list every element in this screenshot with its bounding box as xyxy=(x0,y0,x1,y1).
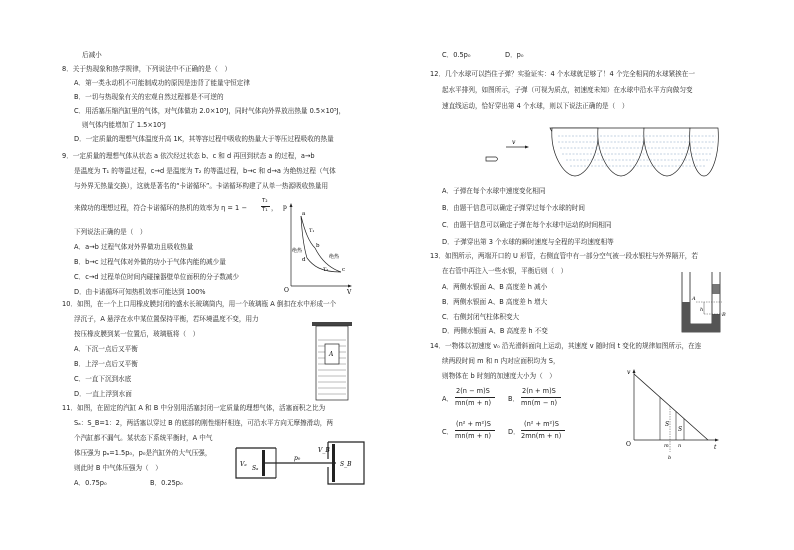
q14-option-c-bar xyxy=(455,430,495,431)
q14-option-c-label: C． xyxy=(442,428,454,436)
time-b-label: b xyxy=(668,455,672,461)
q13-option-a: A．两侧水银面 A、B 高度差 h 减小 xyxy=(442,283,548,291)
q14-option-d-den: 2mn(m + n) xyxy=(521,432,562,440)
q14-option-d-label: D． xyxy=(508,428,520,436)
q14-line2: 续两段时间 m 和 n 内对应面积均为 S， xyxy=(442,357,560,365)
q10-line1: 10．如图，在一个上口用橡皮膜封闭的盛水长玻璃筒内，用一个玻璃瓶 A 倒扣在水中形成一个 xyxy=(62,300,337,308)
q11-line4: 体压强为 pₐ=1.5p₀，p₀是汽缸外的大气压强， xyxy=(74,449,212,457)
q9-line4-tail: ， xyxy=(271,204,278,212)
axis-v-label: V xyxy=(347,289,352,296)
q10-option-a: A．下沉一点后又平衡 xyxy=(74,345,138,353)
area-s1-label: S xyxy=(665,421,670,428)
q14-option-c-den: mn(m + n) xyxy=(455,432,492,440)
q14-line3: 则物体在 b 时刻的加速度大小为（ ） xyxy=(442,372,556,380)
q9-option-d: D．由卡诺循环可知热机效率可能达到 100% xyxy=(74,288,206,296)
water-drop xyxy=(598,128,644,176)
level-b-label: B xyxy=(722,312,726,318)
q14-option-a-num: 2(n − m)S xyxy=(456,387,490,395)
cartesian-diver-figure xyxy=(310,316,356,402)
q7-tail: 后减小 xyxy=(82,51,102,59)
q14-option-b-num: 2(n + m)S xyxy=(522,387,556,395)
q11-line3: 个汽缸都不漏气。某状态下系统平衡时，A 中气 xyxy=(74,434,213,442)
q11-line1: 11．如图，在固定的汽缸 A 和 B 中分别用活塞封闭一定质量的理想气体，活塞面积之比为 xyxy=(62,404,326,412)
point-b-label: b xyxy=(316,243,320,249)
axis-t-label: t xyxy=(714,444,717,451)
two-cylinder-figure xyxy=(232,440,368,486)
q9-frac-den: T₁ xyxy=(262,207,268,213)
q14-option-b-bar xyxy=(521,397,561,398)
point-d-label: d xyxy=(302,257,306,263)
bullet-velocity-label: v xyxy=(512,139,516,146)
q14-line1: 14．一物体以初速度 v₀ 沿光滑斜面向上运动，其速度 v 随时间 t 变化的规律如图所示，在连 xyxy=(430,342,702,350)
carnot-pv-diagram xyxy=(283,202,353,296)
q10-option-c: C．一直下沉到水底 xyxy=(74,375,132,383)
q13-line1: 13．如图所示，两端开口的 U 形管，右侧直管中有一部分空气被一段水银柱与外界隔开，若 xyxy=(430,252,698,260)
q8-option-d: D．一定质量的理想气体温度升高 1K，其等容过程中吸收的热量大于等压过程吸收的热量 xyxy=(74,135,334,143)
sa-label: Sₐ xyxy=(252,465,259,472)
p0-label: p₀ xyxy=(294,455,301,462)
water-balls-figure xyxy=(480,124,720,180)
q11-option-d: D．p₀ xyxy=(505,51,524,59)
q9-option-c: C．c→d 过程单位时间内碰撞器壁单位面积的分子数减少 xyxy=(74,273,240,281)
t2-label: T₂ xyxy=(323,267,329,273)
height-h-label: h xyxy=(700,307,704,313)
q13-option-c: C．右侧封闭气柱体积变大 xyxy=(442,313,520,321)
va-label: Vₐ xyxy=(240,461,247,468)
q9-option-b: B．b→c 过程气体对外做的功小于气体内能的减少量 xyxy=(74,258,226,266)
q13-option-d: D．两侧水银面 A、B 高度差 h 不变 xyxy=(442,327,548,335)
t1-label: T₁ xyxy=(309,228,315,234)
q11-option-c: C．0.5p₀ xyxy=(442,51,471,59)
q11-line5: 则此时 B 中气体压强为（ ） xyxy=(74,464,162,472)
axis-p-label: p xyxy=(283,204,287,211)
adiabatic-label-right: 绝热 xyxy=(329,254,340,260)
q12-option-b: B．由题干信息可以确定子弹穿过每个水球的时间 xyxy=(442,204,585,212)
q12-line2: 起水平排列，如图所示，子弹（可视为质点，初速度未知）在水球中沿水平方向做匀变 xyxy=(442,86,693,94)
q10-option-b: B．上浮一点后又平衡 xyxy=(74,360,138,368)
q11-option-a: A．0.75p₀ xyxy=(74,479,107,487)
water-drop xyxy=(644,128,690,176)
q8-option-a: A．第一类永动机不可能制成功的原因是违背了能量守恒定律 xyxy=(74,79,250,87)
q8-option-c: C．用活塞压缩汽缸里的气体，对气体做功 2.0×10⁵J，同时气体向外界放出热量 0.5×10⁵J， xyxy=(74,107,346,115)
q13-option-b: B．两侧水银面 A、B 高度差 h 增大 xyxy=(442,298,548,306)
point-c-label: c xyxy=(342,267,346,273)
origin-label: O xyxy=(626,441,631,448)
area-s2-label: S xyxy=(678,426,683,433)
q10-option-d: D．一直上浮到水面 xyxy=(74,390,132,398)
q14-option-a-label: A． xyxy=(442,395,454,403)
q14-option-d-num: (n² + m²)S xyxy=(524,420,559,428)
q12-option-d: D．子弹穿出第 3 个水球的瞬时速度与全程的平均速度相等 xyxy=(442,238,614,246)
u-tube-figure xyxy=(676,270,728,340)
q11-line2: Sₐ：S_B=1：2，两活塞以穿过 B 的底部的刚性细杆相连，可沿水平方向无摩擦滑动，两 xyxy=(74,419,333,427)
interval-m-label: m xyxy=(664,443,669,449)
q8-stem: 8．关于热现象和热学规律，下列说法中不正确的是（ ） xyxy=(62,65,232,73)
q14-option-b-den: mn(m − n) xyxy=(521,399,558,407)
velocity-time-graph xyxy=(624,368,724,464)
origin-label: O xyxy=(284,287,289,294)
q11-option-b: B．0.25p₀ xyxy=(150,479,183,487)
q9-line4: 来做功的理想过程，符合卡诺循环的热机的效率为 η = 1 − xyxy=(74,204,247,212)
interval-n-label: n xyxy=(678,443,682,449)
sb-label: S_B xyxy=(340,461,352,468)
q14-option-c-num: (n² + m²)S xyxy=(456,420,491,428)
q9-line3: 与外界无热量交换），这就是著名的“卡诺循环”。卡诺循环构建了从单一热源吸收热量用 xyxy=(74,182,329,190)
q12-option-a: A．子弹在每个水球中速度变化相同 xyxy=(442,187,546,195)
diver-a-label: A xyxy=(329,351,334,358)
level-a-label: A xyxy=(692,296,696,302)
q8-option-c-cont: 则气体内能增加了 1.5×10⁵J xyxy=(82,121,166,129)
q14-option-b-label: B． xyxy=(508,395,520,403)
water-drop xyxy=(552,128,598,176)
axis-v-label: v xyxy=(627,369,631,376)
adiabatic-label-left: 绝热 xyxy=(292,248,303,254)
q9-line5: 下列说法正确的是（ ） xyxy=(74,228,147,236)
q9-option-a: A．a→b 过程气体对外界做功且吸收热量 xyxy=(74,243,194,251)
q14-option-a-den: mn(m + n) xyxy=(455,399,492,407)
q9-frac-num: T₂ xyxy=(262,198,268,204)
q12-option-c: C．由题干信息可以确定子弹在每个水球中运动的时间相同 xyxy=(442,221,612,229)
q13-line2: 在右管中再注入一些水银，平衡后则（ ） xyxy=(442,267,568,275)
point-a-label: a xyxy=(302,211,306,217)
q9-line1: 9．一定质量的理想气体从状态 a 依次经过状态 b、c 和 d 再回到状态 a 的过程，a→b xyxy=(62,152,315,160)
q14-option-d-bar xyxy=(521,430,565,431)
q10-line2: 浮沉子，A 悬浮在水中某位置保持平衡，若环境温度不变，用力 xyxy=(74,315,259,323)
q10-line3: 按压橡皮膜到某一位置后，玻璃瓶将（ ） xyxy=(74,330,200,338)
q9-line2: 是温度为 T₁ 的等温过程，c→d 是温度为 T₂ 的等温过程，b→c 和 d→a 为绝热过程（气体 xyxy=(74,167,336,175)
q12-line1: 12．几个水球可以挡住子弹？实验证实：4 个水球就足够了！4 个完全相同的水球紧挨在一 xyxy=(430,70,695,78)
q12-line3: 速直线运动，恰好穿出第 4 个水球，则以下说法正确的是（ ） xyxy=(442,102,629,110)
water-drop xyxy=(690,128,719,176)
q8-option-b: B．一切与热现象有关的宏观自然过程都是不可逆的 xyxy=(74,93,224,101)
q14-option-a-bar xyxy=(455,397,495,398)
vb-label: V_B xyxy=(318,447,330,454)
